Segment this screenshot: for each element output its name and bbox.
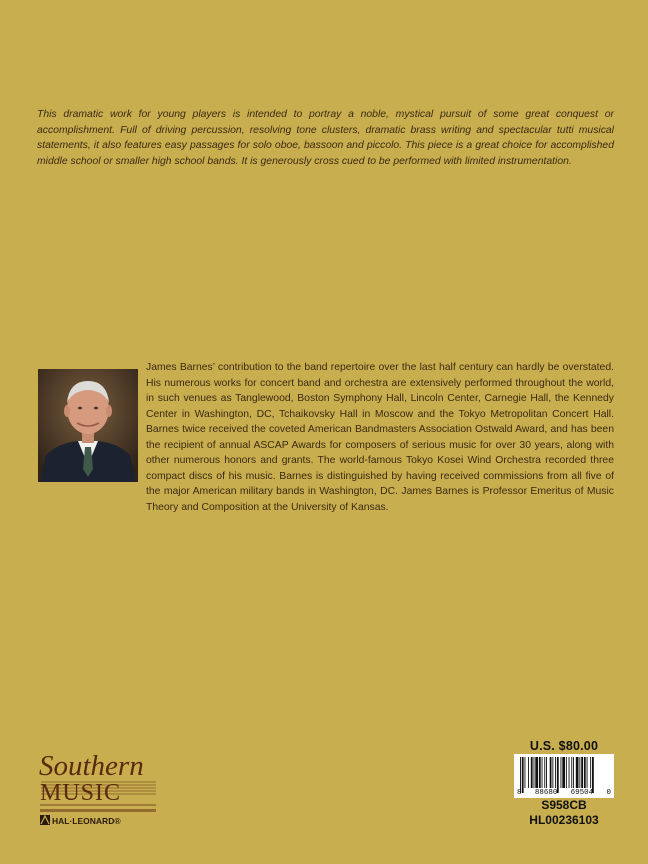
catalog-number: S958CB <box>541 798 587 812</box>
hal-leonard-text: HAL·LEONARD® <box>52 816 121 826</box>
composer-biography: James Barnes’ contribution to the band repertoire over the last half century can hardly be overstated. His numerous works for concert band and orchestra are extensively performed throughout the world, in such venues as Tanglewood, Boston Symphony Hall, Lincoln Center, Carnegie Hall, the Kennedy Center in Washington, DC, Tchaikovsky Hall in Moscow and the Tokyo Metropolitan Concert Hall. Barnes twice received the coveted American Bandmasters Association Ostwald Award, and has been the recipient of annual ASCAP Awards for composers of serious music for over 30 years, along with other numerous honors and grants. The world-famous Tokyo Kosei Wind Orchestra recorded three compact discs of his music. Barnes is distinguished by having received commissions from all five of the major American military bands in Washington, DC. James Barnes is Professor Emeritus of Music Theory and Composition at the University of Kansas. <box>146 362 614 513</box>
southern-music-logo <box>38 746 168 830</box>
barcode-digit-right: 0 <box>606 789 611 797</box>
logo-southern-text: Southern <box>39 750 144 782</box>
barcode-group-2: 69504 <box>570 789 594 797</box>
price-barcode-block <box>514 738 614 828</box>
hl-number: HL00236103 <box>529 813 599 827</box>
barcode-digit-left: 8 <box>517 789 522 797</box>
price-label: U.S. $80.00 <box>529 739 599 753</box>
logo-music-text: MUSIC <box>40 780 122 806</box>
barcode <box>514 754 614 798</box>
product-description: This dramatic work for young players is intended to portray a noble, mystical pursuit of some great conquest or accomplishment. Full of driving percussion, resolving tone clusters, dramatic brass writing and spectacular tutti musical statements, it also features easy passages for solo oboe, bassoon and piccolo. This piece is a great choice for accomplished middle school or smaller high school bands. It is generously cross cued to be performed with limited instrumentation. <box>37 109 614 167</box>
composer-photo <box>38 369 138 482</box>
barcode-group-1: 88680 <box>534 789 558 797</box>
